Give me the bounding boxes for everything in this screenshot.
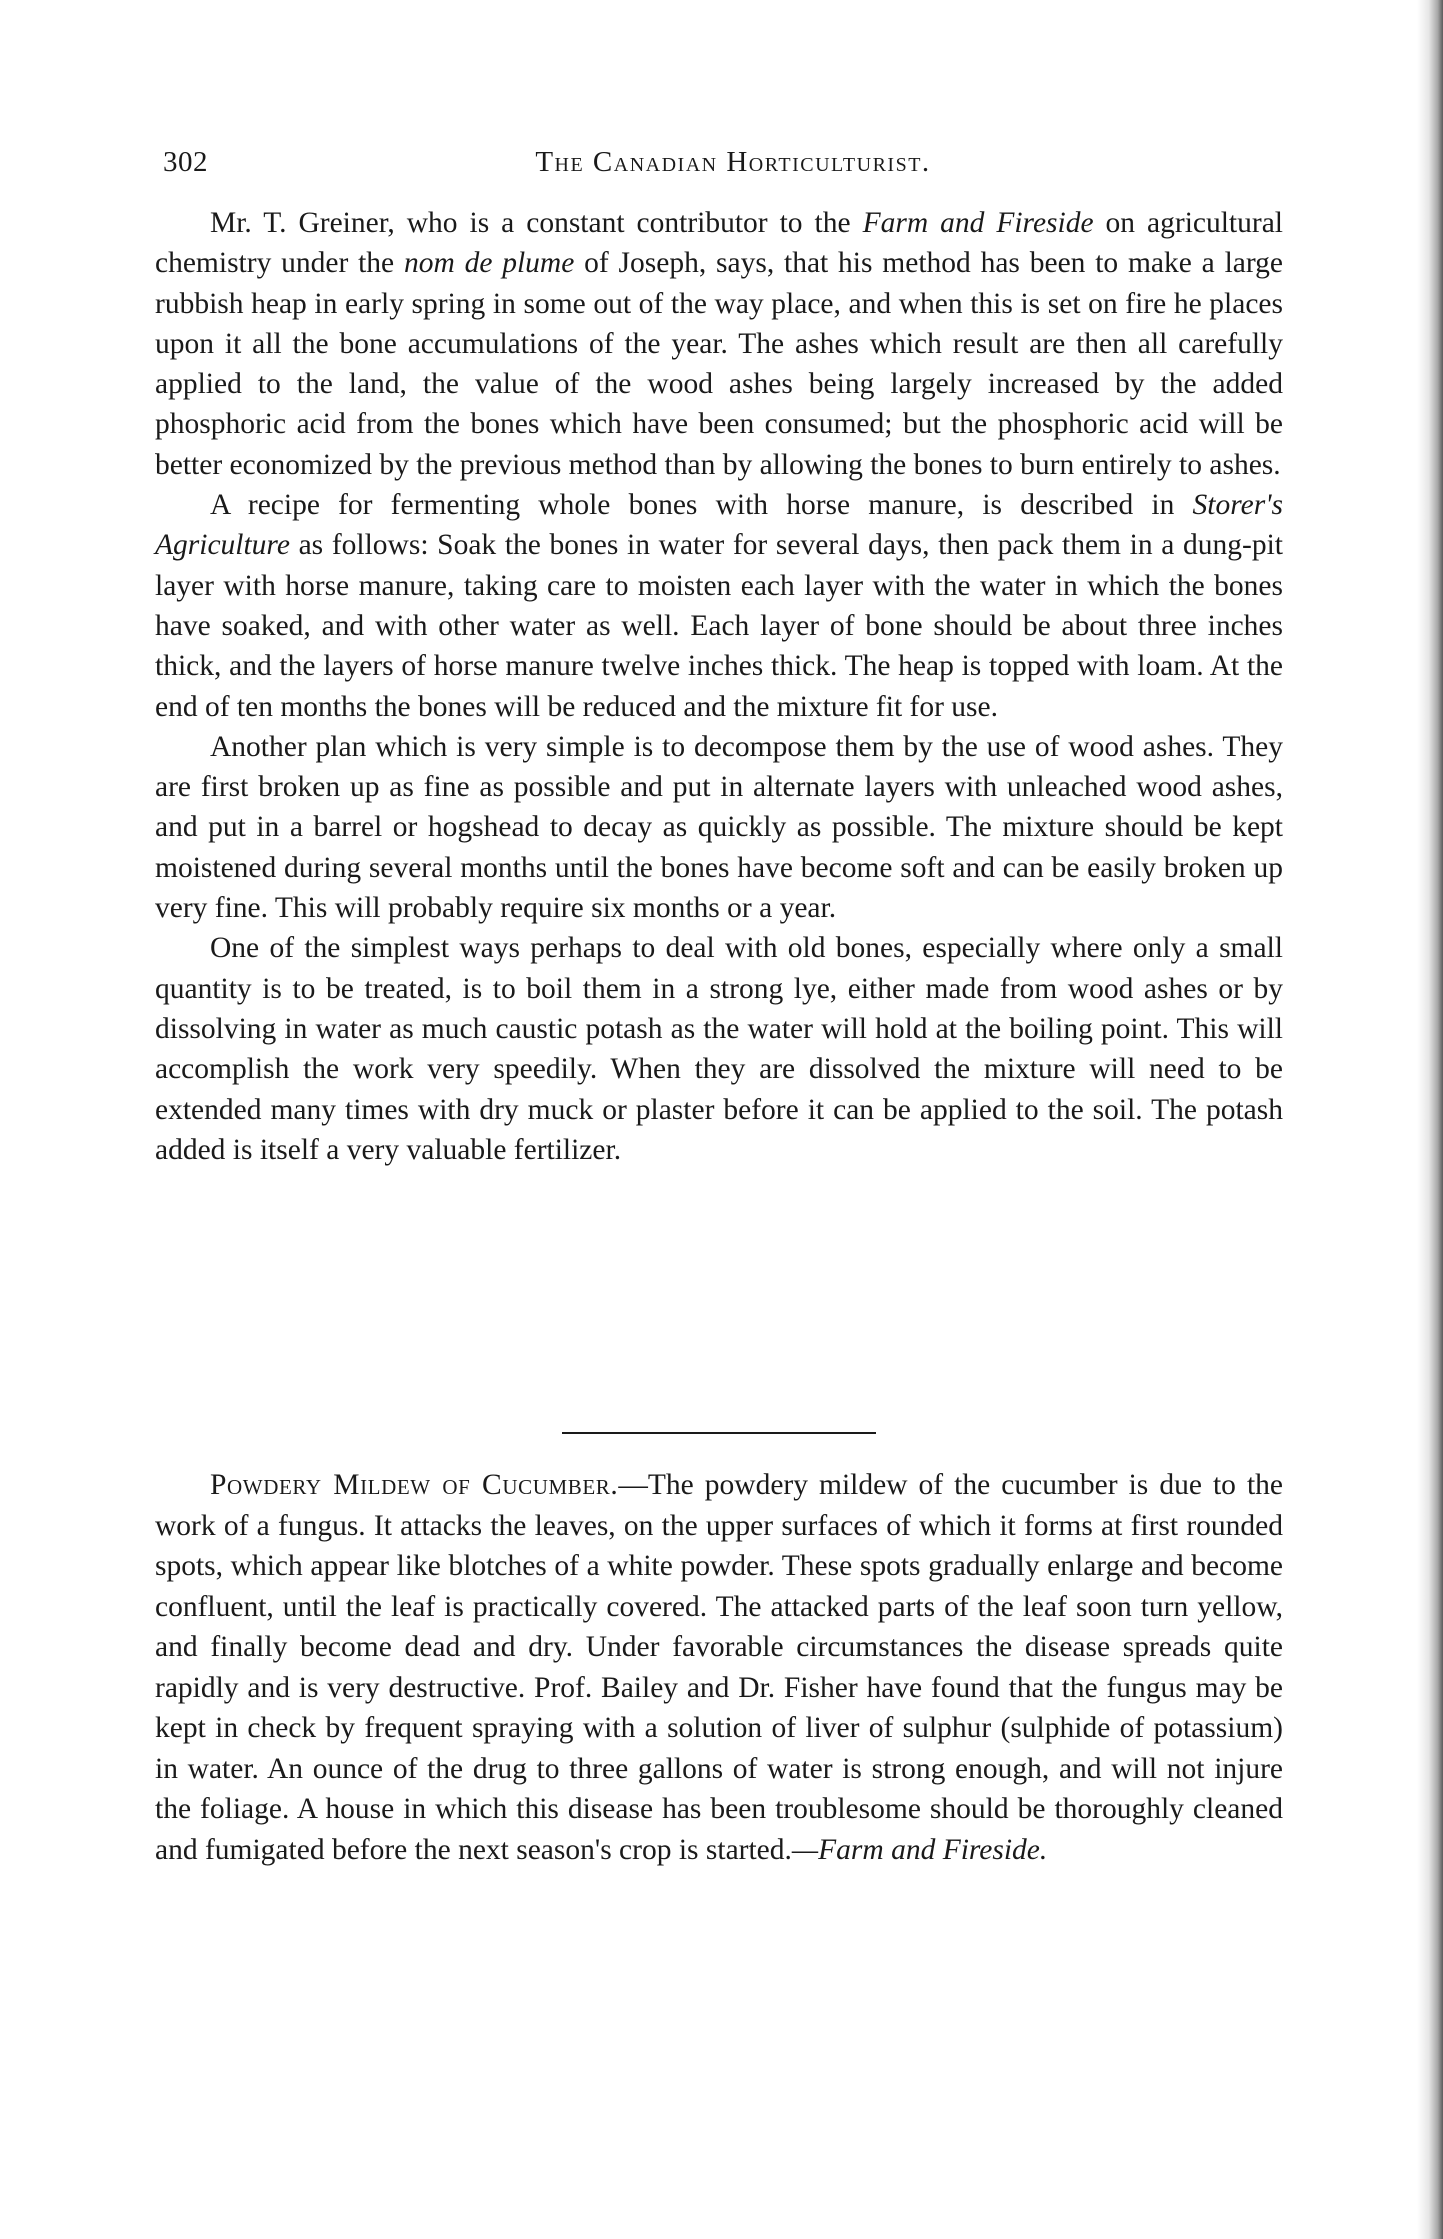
paragraph-text: One of the simplest ways perhaps to deal with old bones, especially where only a small quantity is to be treated, is to boil them in a strong lye, either made from wood ashes or by dissolving in water as much caustic potash as the water will hold at the boiling point. This will accomplish the work very speedily. When they are dissolved the mixture will need to be extended many times with dry muck or plaster before it can be applied to the soil. The potash added is itself a very valuable fertilizer. — [155, 932, 1283, 1166]
paragraph-text: of Joseph, says, that his method has been to make a large rubbish heap in early spring in some out of the way place, and when this is set on fire he places upon it all the bone accumulations of the year. The ashes which result are then all carefully applied to the land, the value of the wood ashes being largely increased by the added phosphoric acid from the bones which have been consumed; but the phosphoric acid will be better economized by the previous method than by allowing the bones to burn entirely to ashes. — [155, 247, 1283, 481]
source-citation: —Farm and Fireside. — [791, 1833, 1048, 1866]
paragraph-text: on agricultural chemistry under the — [155, 207, 1283, 280]
article-body — [155, 203, 1283, 1170]
paragraph-text: —The powdery mildew of the cucumber is due to the work of a fungus. It attacks the leaves, on the upper surfaces of which it forms at first rounded spots, which appear like blotches of a white powder. These spots gradually enlarge and become confluent, until the leaf is practically covered. The attacked parts of the leaf soon turn yellow, and finally become dead and dry. Under favorable circumstances the disease spreads quite rapidly and is very destructive. Prof. Bailey and Dr. Fisher have found that the fungus may be kept in check by frequent spraying with a solution of liver of sulphur (sulphide of potassium) in water. An ounce of the drug to three gallons of water is strong enough, and will not injure the foliage. A house in which this disease has been troublesome should be thoroughly cleaned and fumigated before the next season's crop is started. — [155, 1469, 1283, 1866]
page-number: 302 — [163, 146, 208, 178]
paragraph-wood-ashes-plan — [155, 727, 1283, 928]
page-binding-shadow — [1417, 0, 1443, 2239]
paragraph-fermenting-recipe — [155, 485, 1283, 727]
running-title: The Canadian Horticulturist. — [535, 146, 931, 178]
publication-title: Storer's Agriculture — [155, 489, 1283, 562]
page-header — [163, 146, 1283, 186]
paragraph-text: as follows: Soak the bones in water for several days, then pack them in a dung-pit layer with horse manure, taking care to moisten each layer with the water in which the bones have soaked, and with other water as well. Each layer of bone should be about three inches thick, and the layers of horse manure twelve inches thick. The heap is topped with loam. At the end of ten months the bones will be reduced and the mixture fit for use. — [155, 529, 1283, 723]
foreign-phrase: nom de plume — [403, 247, 575, 280]
paragraph-greiner-method — [155, 203, 1283, 485]
paragraph-text: Another plan which is very simple is to decompose them by the use of wood ashes. They are first broken up as fine as possible and put in alternate layers with unleached wood ashes, and put in a barrel or hogshead to decay as quickly as possible. The mixture should be kept moistened during several months until the bones have become soft and can be easily broken up very fine. This will probably require six months or a year. — [155, 730, 1283, 925]
publication-title: Farm and Fireside — [862, 207, 1094, 239]
paragraph-powdery-mildew — [155, 1465, 1283, 1870]
paragraph-text: A recipe for fermenting whole bones with horse manure, is described in — [210, 489, 1193, 522]
mildew-section — [155, 1465, 1283, 1870]
paragraph-lye-method — [155, 928, 1283, 1170]
section-divider — [562, 1432, 876, 1434]
section-heading: Powdery Mildew of Cucumber. — [210, 1469, 619, 1501]
paragraph-text: Mr. T. Greiner, who is a constant contributor to the — [210, 207, 863, 239]
